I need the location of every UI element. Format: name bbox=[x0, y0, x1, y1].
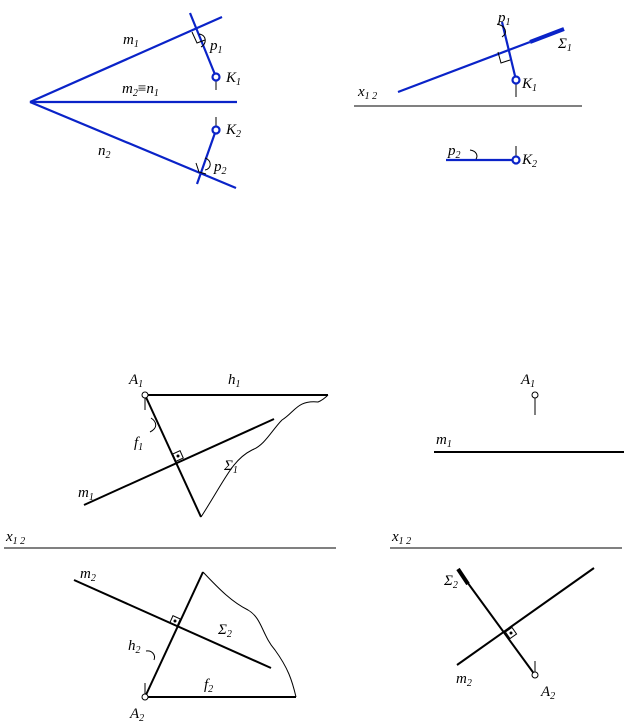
line-n2 bbox=[30, 102, 236, 188]
label-A1-bottom-left: $A_1$ bbox=[129, 372, 144, 390]
label-m1-bottom-left: $m_1$ bbox=[78, 485, 94, 503]
point-K1 bbox=[213, 74, 220, 81]
label-A1-bottom-right: $A_1$ bbox=[521, 372, 536, 390]
label-f2: $f_2$ bbox=[204, 677, 214, 695]
panel-bottom-left-upper bbox=[84, 392, 328, 517]
line-m2-bottom-right bbox=[457, 568, 594, 665]
boundary-sigma1 bbox=[201, 395, 328, 517]
label-h1: $h_1$ bbox=[228, 372, 241, 390]
label-m2-bottom-left: $m_2$ bbox=[80, 566, 96, 584]
marks-top-right bbox=[470, 24, 510, 159]
line-m1-bottom-left bbox=[84, 419, 274, 505]
label-m1: $m_1$ bbox=[123, 32, 139, 50]
label-K1-top-right: $K_1$ bbox=[522, 76, 538, 94]
label-m1-bottom-right: $m_1$ bbox=[436, 432, 452, 450]
right-angle-dot-4 bbox=[177, 455, 179, 457]
panel-bottom-left-lower bbox=[74, 572, 296, 700]
trace-sigma2 bbox=[462, 575, 535, 675]
point-A1-bottom-right bbox=[532, 392, 538, 398]
trace-sigma1 bbox=[398, 42, 530, 92]
label-m2-equiv-n1: $m_2\equiv n_1$ bbox=[122, 81, 159, 99]
arc-h2-mark bbox=[146, 651, 155, 660]
point-K1-top-right bbox=[513, 77, 520, 84]
label-K2: $K_2$ bbox=[226, 122, 242, 140]
point-A2-bottom-right bbox=[532, 672, 538, 678]
boundary-sigma2 bbox=[203, 572, 296, 697]
label-sigma2-bottom-right: $\Sigma_2$ bbox=[444, 573, 458, 591]
label-f1: $f_1$ bbox=[134, 435, 144, 453]
label-h2: $h_2$ bbox=[128, 638, 141, 656]
label-sigma1-bottom-left: $\Sigma_1$ bbox=[224, 458, 238, 476]
right-angle-dot-6 bbox=[510, 632, 512, 634]
point-A2 bbox=[142, 694, 148, 700]
label-p1-top-right: $p_1$ bbox=[498, 10, 511, 28]
label-sigma2-bottom-left: $\Sigma_2$ bbox=[218, 622, 232, 640]
point-A1 bbox=[142, 392, 148, 398]
label-x12-bottom-left: $x_{1 2}$ bbox=[6, 529, 26, 547]
label-m2-bottom-right: $m_2$ bbox=[456, 671, 472, 689]
panel-top-right bbox=[398, 22, 564, 164]
label-n2: $n_2$ bbox=[98, 143, 111, 161]
label-p2: $p_2$ bbox=[214, 159, 227, 177]
label-A2-bottom-left: $A_2$ bbox=[130, 706, 145, 724]
label-sigma1-top-right: $\Sigma_1$ bbox=[558, 36, 572, 54]
label-A2-bottom-right: $A_2$ bbox=[541, 684, 556, 702]
label-K1: $K_1$ bbox=[226, 70, 242, 88]
point-K2-top-right bbox=[513, 157, 520, 164]
right-angle-dot-5 bbox=[174, 620, 176, 622]
arc-f1-mark bbox=[150, 418, 156, 432]
label-p1: $p_1$ bbox=[210, 38, 223, 56]
trace-sigma2-thick bbox=[458, 569, 468, 584]
arc-p2-top-right-mark bbox=[470, 150, 477, 159]
label-K2-top-right: $K_2$ bbox=[522, 152, 538, 170]
point-K2 bbox=[213, 127, 220, 134]
label-x12-bottom-right: $x_{1 2}$ bbox=[392, 529, 412, 547]
label-x12-top-right: $x_{1 2}$ bbox=[358, 84, 378, 102]
panel-bottom-right bbox=[434, 392, 624, 678]
label-p2-top-right: $p_2$ bbox=[448, 143, 461, 161]
